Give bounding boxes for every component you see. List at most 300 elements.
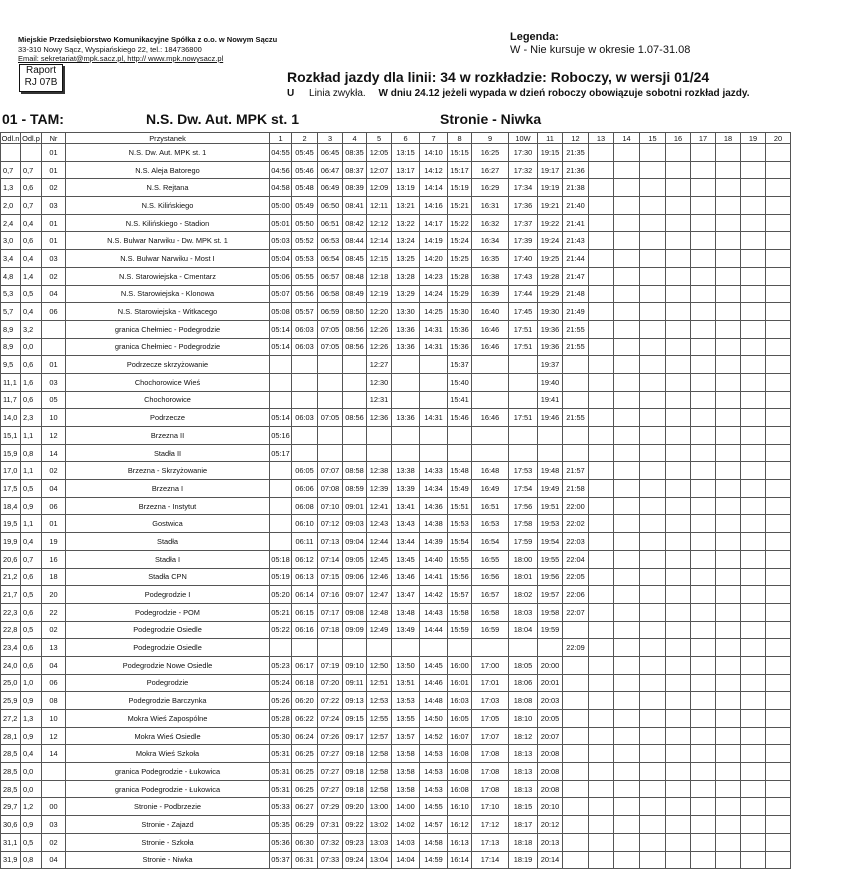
departure-time-cell: 16:56 — [472, 568, 509, 586]
departure-time-cell — [716, 232, 741, 250]
stop-name-cell: Podrzecze skrzyżowanie — [66, 356, 270, 374]
departure-time-cell — [640, 586, 666, 604]
departure-time-cell: 19:24 — [538, 232, 563, 250]
departure-time-cell — [589, 586, 614, 604]
departure-time-cell — [691, 798, 716, 816]
departure-time-cell: 16:12 — [448, 816, 472, 834]
departure-time-cell — [666, 161, 691, 179]
timetable-subtitle — [287, 88, 750, 99]
stop-name-cell: Podegrodzie Nowe Osiedle — [66, 656, 270, 674]
distance-cell: 11,7 — [1, 391, 21, 409]
departure-time-cell: 12:48 — [367, 603, 392, 621]
departure-time-cell: 19:46 — [538, 409, 563, 427]
table-row — [1, 462, 791, 480]
distance-cell: 2,3 — [21, 409, 42, 427]
departure-time-cell: 08:39 — [343, 179, 367, 197]
departure-time-cell: 12:18 — [367, 267, 392, 285]
departure-time-cell: 08:58 — [343, 462, 367, 480]
departure-time-cell — [666, 833, 691, 851]
departure-time-cell — [270, 356, 292, 374]
departure-time-cell: 17:10 — [472, 798, 509, 816]
departure-time-cell — [640, 391, 666, 409]
departure-time-cell: 08:49 — [343, 285, 367, 303]
departure-time-cell — [766, 568, 791, 586]
report-code: RJ 07B — [24, 77, 58, 88]
departure-time-cell: 14:16 — [420, 197, 448, 215]
departure-time-cell: 13:49 — [392, 621, 420, 639]
departure-time-cell — [589, 409, 614, 427]
departure-time-cell: 06:27 — [292, 798, 318, 816]
departure-time-cell: 15:37 — [448, 356, 472, 374]
departure-time-cell — [766, 780, 791, 798]
departure-time-cell: 08:44 — [343, 232, 367, 250]
distance-cell: 31,1 — [1, 833, 21, 851]
departure-time-cell: 20:05 — [538, 710, 563, 728]
departure-time-cell: 19:36 — [538, 338, 563, 356]
departure-time-cell: 13:38 — [392, 462, 420, 480]
distance-cell: 22,8 — [1, 621, 21, 639]
departure-time-cell: 06:14 — [292, 586, 318, 604]
departure-time-cell — [270, 373, 292, 391]
departure-time-cell — [741, 798, 766, 816]
departure-time-cell — [640, 568, 666, 586]
departure-time-cell: 14:31 — [420, 320, 448, 338]
distance-cell: 17,0 — [1, 462, 21, 480]
departure-time-cell — [367, 427, 392, 445]
departure-time-cell — [666, 851, 691, 869]
legend-line: W - Nie kursuje w okresie 1.07-31.08 — [510, 44, 691, 56]
distance-cell: 4,8 — [1, 267, 21, 285]
departure-time-cell — [691, 745, 716, 763]
departure-time-cell: 22:06 — [563, 586, 589, 604]
stop-name-cell: N.S. Dw. Aut. MPK st. 1 — [66, 144, 270, 162]
departure-time-cell: 12:53 — [367, 692, 392, 710]
departure-time-cell: 15:53 — [448, 515, 472, 533]
departure-time-cell — [563, 780, 589, 798]
departure-time-cell — [741, 197, 766, 215]
distance-cell: 03 — [42, 373, 66, 391]
departure-time-cell — [691, 568, 716, 586]
distance-cell: 02 — [42, 179, 66, 197]
departure-time-cell: 14:58 — [420, 833, 448, 851]
distance-cell: 0,7 — [1, 161, 21, 179]
departure-time-cell: 16:40 — [472, 303, 509, 321]
departure-time-cell: 07:14 — [318, 550, 343, 568]
table-row — [1, 692, 791, 710]
departure-time-cell: 20:07 — [538, 727, 563, 745]
departure-time-cell: 05:17 — [270, 444, 292, 462]
departure-time-cell — [640, 550, 666, 568]
departure-time-cell — [392, 427, 420, 445]
distance-cell: 02 — [42, 621, 66, 639]
departure-time-cell: 19:41 — [538, 391, 563, 409]
departure-time-cell — [716, 497, 741, 515]
stop-name-cell: N.S. Kilińskiego - Stadion — [66, 214, 270, 232]
departure-time-cell: 14:36 — [420, 497, 448, 515]
departure-time-cell — [741, 639, 766, 657]
departure-time-cell — [292, 356, 318, 374]
departure-time-cell — [318, 356, 343, 374]
departure-time-cell: 15:24 — [448, 232, 472, 250]
departure-time-cell: 17:56 — [509, 497, 538, 515]
departure-time-cell: 04:58 — [270, 179, 292, 197]
departure-time-cell: 05:08 — [270, 303, 292, 321]
departure-time-cell: 16:58 — [472, 603, 509, 621]
distance-cell: 03 — [42, 816, 66, 834]
departure-time-cell: 14:55 — [420, 798, 448, 816]
departure-time-cell: 07:18 — [318, 621, 343, 639]
departure-time-cell: 13:30 — [392, 303, 420, 321]
distance-cell: 01 — [42, 515, 66, 533]
departure-time-cell — [270, 497, 292, 515]
departure-time-cell: 16:55 — [472, 550, 509, 568]
departure-time-cell — [614, 480, 640, 498]
stop-name-cell: Stadła I — [66, 550, 270, 568]
departure-time-cell: 14:10 — [420, 144, 448, 162]
departure-time-cell — [640, 320, 666, 338]
column-header: 19 — [741, 133, 766, 144]
table-row — [1, 603, 791, 621]
departure-time-cell: 14:40 — [420, 550, 448, 568]
stop-name-cell: Stadła CPN — [66, 568, 270, 586]
departure-time-cell — [766, 250, 791, 268]
departure-time-cell — [716, 515, 741, 533]
departure-time-cell: 18:06 — [509, 674, 538, 692]
departure-time-cell — [716, 798, 741, 816]
departure-time-cell — [716, 692, 741, 710]
departure-time-cell: 17:08 — [472, 745, 509, 763]
departure-time-cell — [741, 179, 766, 197]
distance-cell: 25,9 — [1, 692, 21, 710]
stop-name-cell: N.S. Starowiejska - Cmentarz — [66, 267, 270, 285]
distance-cell: 0,8 — [21, 444, 42, 462]
departure-time-cell: 17:39 — [509, 232, 538, 250]
table-row — [1, 444, 791, 462]
departure-time-cell — [563, 692, 589, 710]
distance-cell: 0,4 — [21, 214, 42, 232]
departure-time-cell — [538, 639, 563, 657]
departure-time-cell: 21:57 — [563, 462, 589, 480]
distance-cell: 8,9 — [1, 338, 21, 356]
departure-time-cell: 14:41 — [420, 568, 448, 586]
departure-time-cell: 12:47 — [367, 586, 392, 604]
departure-time-cell: 06:30 — [292, 833, 318, 851]
departure-time-cell: 17:53 — [509, 462, 538, 480]
departure-time-cell — [614, 285, 640, 303]
departure-time-cell: 15:19 — [448, 179, 472, 197]
departure-time-cell — [741, 462, 766, 480]
departure-time-cell: 18:02 — [509, 586, 538, 604]
departure-time-cell — [614, 338, 640, 356]
departure-time-cell: 14:17 — [420, 214, 448, 232]
distance-cell: 12 — [42, 727, 66, 745]
departure-time-cell — [691, 780, 716, 798]
departure-time-cell — [343, 356, 367, 374]
departure-time-cell — [766, 214, 791, 232]
distance-cell: 0,5 — [21, 285, 42, 303]
departure-time-cell — [292, 639, 318, 657]
departure-time-cell — [741, 568, 766, 586]
table-row — [1, 550, 791, 568]
departure-time-cell — [563, 833, 589, 851]
departure-time-cell — [563, 727, 589, 745]
departure-time-cell — [666, 568, 691, 586]
departure-time-cell — [766, 656, 791, 674]
stop-name-cell: N.S. Aleja Batorego — [66, 161, 270, 179]
column-header: 10W — [509, 133, 538, 144]
departure-time-cell: 22:03 — [563, 533, 589, 551]
departure-time-cell: 16:03 — [448, 692, 472, 710]
departure-time-cell — [766, 586, 791, 604]
departure-time-cell: 17:13 — [472, 833, 509, 851]
departure-time-cell — [716, 603, 741, 621]
departure-time-cell: 06:49 — [318, 179, 343, 197]
departure-time-cell — [716, 462, 741, 480]
departure-time-cell: 06:20 — [292, 692, 318, 710]
departure-time-cell — [691, 462, 716, 480]
column-header: 12 — [563, 133, 589, 144]
departure-time-cell — [420, 427, 448, 445]
distance-cell: 0,6 — [21, 232, 42, 250]
departure-time-cell — [691, 710, 716, 728]
departure-time-cell: 12:15 — [367, 250, 392, 268]
departure-time-cell — [614, 816, 640, 834]
departure-time-cell — [741, 550, 766, 568]
company-address: 33-310 Nowy Sącz, Wyspiańskiego 22, tel.: 184736800 — [18, 44, 202, 54]
departure-time-cell: 06:18 — [292, 674, 318, 692]
departure-time-cell: 21:40 — [563, 197, 589, 215]
departure-time-cell: 05:53 — [292, 250, 318, 268]
departure-time-cell — [589, 214, 614, 232]
departure-time-cell — [472, 356, 509, 374]
departure-time-cell: 12:20 — [367, 303, 392, 321]
distance-cell: 14,0 — [1, 409, 21, 427]
departure-time-cell — [563, 373, 589, 391]
departure-time-cell — [270, 639, 292, 657]
departure-time-cell — [716, 550, 741, 568]
departure-time-cell — [766, 851, 791, 869]
departure-time-cell: 16:14 — [448, 851, 472, 869]
departure-time-cell — [343, 391, 367, 409]
departure-time-cell — [741, 692, 766, 710]
departure-time-cell: 20:13 — [538, 833, 563, 851]
departure-time-cell — [563, 621, 589, 639]
distance-cell: 0,4 — [21, 533, 42, 551]
departure-time-cell: 09:24 — [343, 851, 367, 869]
distance-cell: 5,7 — [1, 303, 21, 321]
departure-time-cell — [614, 763, 640, 781]
departure-time-cell — [691, 250, 716, 268]
departure-time-cell: 19:21 — [538, 197, 563, 215]
departure-time-cell: 15:51 — [448, 497, 472, 515]
departure-time-cell — [666, 427, 691, 445]
departure-time-cell: 06:13 — [292, 568, 318, 586]
departure-time-cell: 12:12 — [367, 214, 392, 232]
departure-time-cell: 09:06 — [343, 568, 367, 586]
departure-time-cell — [766, 391, 791, 409]
distance-cell: 1,4 — [21, 267, 42, 285]
departure-time-cell: 06:25 — [292, 745, 318, 763]
distance-cell: 04 — [42, 656, 66, 674]
stop-name-cell: Brzezna - Instytut — [66, 497, 270, 515]
departure-time-cell — [666, 603, 691, 621]
departure-time-cell: 14:39 — [420, 533, 448, 551]
departure-time-cell — [614, 674, 640, 692]
distance-cell: 28,1 — [1, 727, 21, 745]
departure-time-cell — [589, 656, 614, 674]
departure-time-cell — [691, 480, 716, 498]
departure-time-cell: 12:38 — [367, 462, 392, 480]
departure-time-cell: 05:16 — [270, 427, 292, 445]
departure-time-cell: 05:36 — [270, 833, 292, 851]
departure-time-cell — [766, 727, 791, 745]
distance-cell: 0,5 — [21, 480, 42, 498]
departure-time-cell: 16:46 — [472, 320, 509, 338]
departure-time-cell: 06:03 — [292, 409, 318, 427]
departure-time-cell: 14:42 — [420, 586, 448, 604]
column-header: Odl.p — [22, 133, 40, 143]
departure-time-cell — [716, 727, 741, 745]
stop-name-cell: Stronie - Zajazd — [66, 816, 270, 834]
departure-time-cell — [318, 391, 343, 409]
departure-time-cell — [691, 833, 716, 851]
distance-cell — [42, 338, 66, 356]
departure-time-cell: 17:36 — [509, 197, 538, 215]
departure-time-cell — [614, 409, 640, 427]
stop-name-cell: Podegrodzie — [66, 674, 270, 692]
departure-time-cell — [589, 710, 614, 728]
departure-time-cell — [766, 197, 791, 215]
departure-time-cell: 05:19 — [270, 568, 292, 586]
departure-time-cell — [614, 586, 640, 604]
departure-time-cell: 06:59 — [318, 303, 343, 321]
departure-time-cell: 17:59 — [509, 533, 538, 551]
departure-time-cell: 16:48 — [472, 462, 509, 480]
distance-cell: 0,9 — [21, 497, 42, 515]
departure-time-cell — [716, 816, 741, 834]
departure-time-cell — [666, 656, 691, 674]
departure-time-cell: 14:53 — [420, 763, 448, 781]
departure-time-cell — [666, 798, 691, 816]
distance-cell: 0,4 — [21, 303, 42, 321]
column-header: 7 — [420, 133, 448, 144]
departure-time-cell — [766, 179, 791, 197]
departure-time-cell: 16:08 — [448, 780, 472, 798]
departure-time-cell — [691, 621, 716, 639]
departure-time-cell — [589, 232, 614, 250]
departure-time-cell — [420, 391, 448, 409]
departure-time-cell — [766, 373, 791, 391]
departure-time-cell — [766, 144, 791, 162]
table-row — [1, 497, 791, 515]
departure-time-cell: 16:53 — [472, 515, 509, 533]
departure-time-cell: 16:31 — [472, 197, 509, 215]
distance-cell: 0,6 — [21, 568, 42, 586]
departure-time-cell: 17:34 — [509, 179, 538, 197]
departure-time-cell: 18:18 — [509, 833, 538, 851]
departure-time-cell — [614, 373, 640, 391]
departure-time-cell — [563, 710, 589, 728]
departure-time-cell: 16:01 — [448, 674, 472, 692]
departure-time-cell: 19:48 — [538, 462, 563, 480]
departure-time-cell: 12:58 — [367, 745, 392, 763]
departure-time-cell — [614, 515, 640, 533]
departure-time-cell — [741, 373, 766, 391]
table-row — [1, 745, 791, 763]
departure-time-cell: 20:03 — [538, 692, 563, 710]
departure-time-cell: 09:18 — [343, 780, 367, 798]
departure-time-cell — [766, 356, 791, 374]
distance-cell: 10 — [42, 409, 66, 427]
departure-time-cell — [292, 444, 318, 462]
departure-time-cell: 12:30 — [367, 373, 392, 391]
departure-time-cell: 15:17 — [448, 161, 472, 179]
departure-time-cell: 06:08 — [292, 497, 318, 515]
departure-time-cell: 14:34 — [420, 480, 448, 498]
departure-time-cell: 13:21 — [392, 197, 420, 215]
departure-time-cell — [640, 621, 666, 639]
departure-time-cell: 08:59 — [343, 480, 367, 498]
table-row — [1, 727, 791, 745]
table-row — [1, 816, 791, 834]
departure-time-cell — [691, 356, 716, 374]
departure-time-cell — [666, 285, 691, 303]
departure-time-cell: 13:45 — [392, 550, 420, 568]
departure-time-cell: 21:38 — [563, 179, 589, 197]
departure-time-cell: 06:22 — [292, 710, 318, 728]
departure-time-cell: 19:17 — [538, 161, 563, 179]
timetable — [0, 132, 791, 869]
departure-time-cell — [691, 674, 716, 692]
departure-time-cell — [741, 144, 766, 162]
departure-time-cell — [691, 603, 716, 621]
departure-time-cell — [509, 373, 538, 391]
departure-time-cell — [691, 373, 716, 391]
table-row — [1, 285, 791, 303]
departure-time-cell: 20:14 — [538, 851, 563, 869]
departure-time-cell — [589, 497, 614, 515]
distance-cell: 01 — [42, 161, 66, 179]
distance-cell: 1,1 — [21, 515, 42, 533]
table-row — [1, 303, 791, 321]
departure-time-cell: 07:32 — [318, 833, 343, 851]
departure-time-cell — [666, 179, 691, 197]
departure-time-cell — [640, 303, 666, 321]
departure-time-cell — [666, 710, 691, 728]
departure-time-cell — [741, 515, 766, 533]
departure-time-cell — [589, 674, 614, 692]
departure-time-cell: 05:37 — [270, 851, 292, 869]
departure-time-cell — [716, 285, 741, 303]
distance-cell: 0,8 — [21, 851, 42, 869]
departure-time-cell: 15:55 — [448, 550, 472, 568]
departure-time-cell: 15:58 — [448, 603, 472, 621]
distance-cell: 08 — [42, 692, 66, 710]
departure-time-cell: 14:20 — [420, 250, 448, 268]
departure-time-cell — [614, 391, 640, 409]
departure-time-cell — [472, 444, 509, 462]
distance-cell: 19,5 — [1, 515, 21, 533]
departure-time-cell — [318, 427, 343, 445]
departure-time-cell — [766, 603, 791, 621]
stop-name-cell: Mokra Wieś Osiedle — [66, 727, 270, 745]
departure-time-cell — [716, 444, 741, 462]
departure-time-cell: 18:13 — [509, 780, 538, 798]
departure-time-cell — [691, 214, 716, 232]
departure-time-cell — [691, 763, 716, 781]
departure-time-cell: 05:14 — [270, 409, 292, 427]
departure-time-cell: 05:03 — [270, 232, 292, 250]
